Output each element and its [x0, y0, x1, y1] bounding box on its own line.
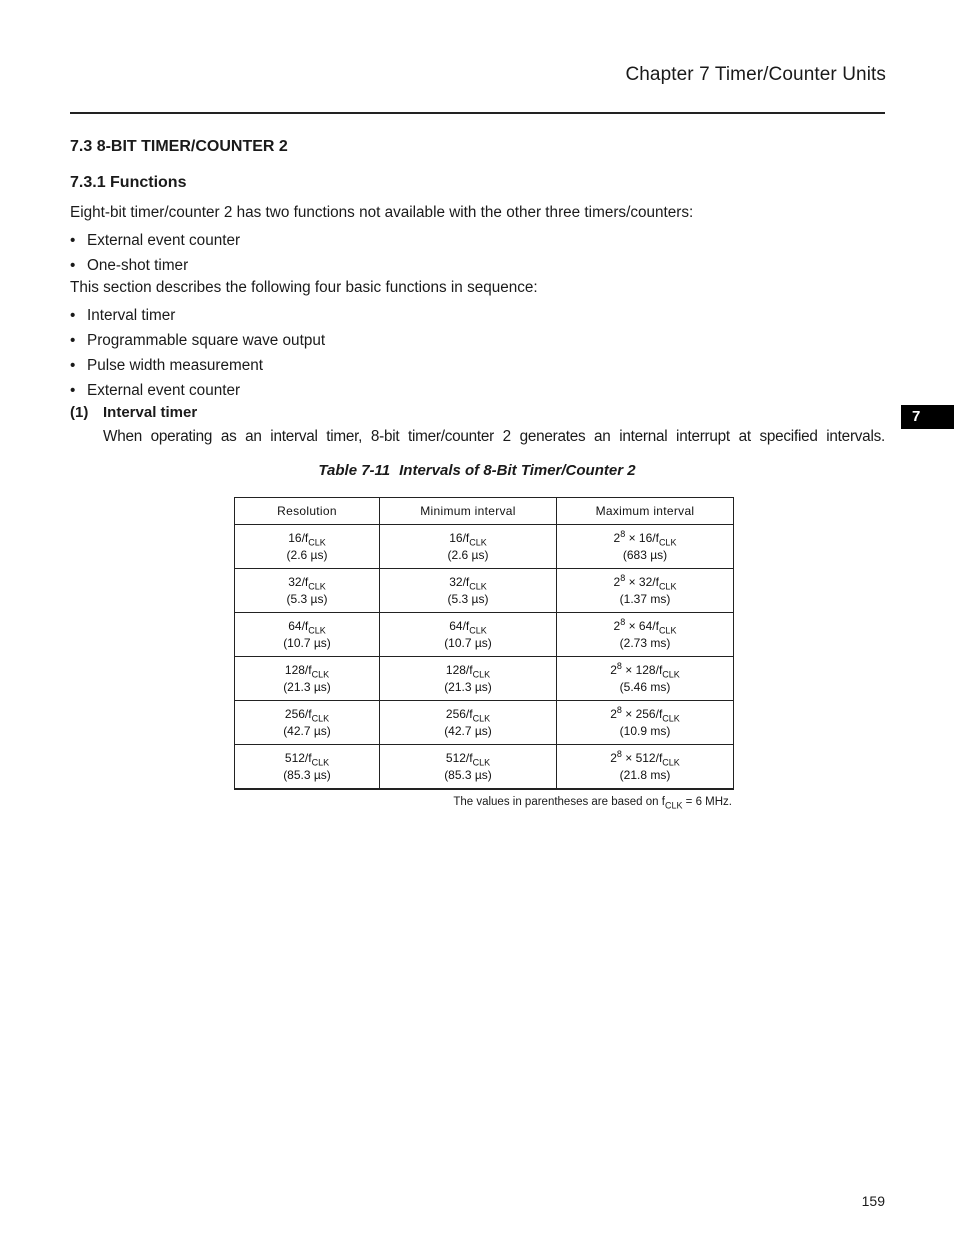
table-caption — [0, 462, 954, 479]
cell-minimum-interval: $64/f_{CLK}$ (10.7 µs) — [380, 613, 557, 657]
table-row — [235, 701, 734, 745]
table-note: The values in parentheses are based on $f_{CLK} = 6$ MHz. — [453, 796, 732, 811]
table-row — [235, 525, 734, 569]
bullet-icon: • — [70, 257, 76, 274]
list-item: • External event counter — [70, 232, 241, 249]
bullet-icon: • — [70, 382, 76, 399]
list-item: • Pulse width measurement — [70, 357, 263, 374]
list-item: • One-shot timer — [70, 257, 189, 274]
list-item: • Interval timer — [70, 307, 176, 324]
cell-minimum-interval: $256/f_{CLK}$ (42.7 µs) — [380, 701, 557, 745]
cell-minimum-interval: $16/f_{CLK}$ (2.6 µs) — [380, 525, 557, 569]
column-header-maximum-interval: Maximum interval — [557, 498, 734, 525]
table-row — [235, 745, 734, 790]
cell-maximum-interval: $2^8 \times 512/f_{CLK}$ (21.8 ms) — [557, 745, 734, 790]
bullet-icon: • — [70, 232, 76, 249]
item-description: When operating as an interval timer, 8-bit timer/counter 2 generates an internal interrupt at specified intervals. — [103, 428, 885, 445]
table-row — [235, 569, 734, 613]
column-header-resolution: Resolution — [235, 498, 380, 525]
header-rule — [70, 112, 885, 114]
item-number: (1) — [70, 404, 89, 421]
list-item: • External event counter — [70, 382, 241, 399]
table-row — [235, 657, 734, 701]
subsection-heading: 7.3.1 Functions — [70, 174, 187, 191]
table-header-row — [235, 498, 734, 525]
special-functions-list — [70, 231, 240, 281]
cell-minimum-interval: $512/f_{CLK}$ (85.3 µs) — [380, 745, 557, 790]
page-number: 159 — [861, 1193, 885, 1209]
list-item: • Programmable square wave output — [70, 332, 326, 349]
cell-resolution: $128/f_{CLK}$ (21.3 µs) — [235, 657, 380, 701]
cell-resolution: $512/f_{CLK}$ (85.3 µs) — [235, 745, 380, 790]
cell-maximum-interval: $2^8 \times 16/f_{CLK}$ (683 µs) — [557, 525, 734, 569]
cell-minimum-interval: $32/f_{CLK}$ (5.3 µs) — [380, 569, 557, 613]
intro-paragraph: Eight-bit timer/counter 2 has two functions not available with the other three timers/counters: — [70, 204, 694, 221]
cell-maximum-interval: $2^8 \times 32/f_{CLK}$ (1.37 ms) — [557, 569, 734, 613]
bullet-icon: • — [70, 357, 76, 374]
bullet-icon: • — [70, 307, 76, 324]
table-caption-title: Intervals of 8-Bit Timer/Counter 2 — [399, 462, 636, 479]
item-title: Interval timer — [103, 404, 198, 421]
cell-resolution: $32/f_{CLK}$ (5.3 µs) — [235, 569, 380, 613]
item-heading — [70, 404, 197, 421]
section-heading: 7.3 8-BIT TIMER/COUNTER 2 — [70, 138, 288, 155]
chapter-side-tab: 7 — [901, 405, 954, 429]
intervals-table — [234, 497, 734, 790]
cell-maximum-interval: $2^8 \times 128/f_{CLK}$ (5.46 ms) — [557, 657, 734, 701]
cell-maximum-interval: $2^8 \times 64/f_{CLK}$ (2.73 ms) — [557, 613, 734, 657]
basic-functions-list — [70, 306, 325, 406]
sequence-intro-paragraph: This section describes the following four basic functions in sequence: — [70, 279, 538, 296]
column-header-minimum-interval: Minimum interval — [380, 498, 557, 525]
cell-maximum-interval: $2^8 \times 256/f_{CLK}$ (10.9 ms) — [557, 701, 734, 745]
table-caption-label: Table 7-11 — [318, 462, 391, 479]
bullet-icon: • — [70, 332, 76, 349]
cell-resolution: $64/f_{CLK}$ (10.7 µs) — [235, 613, 380, 657]
cell-minimum-interval: $128/f_{CLK}$ (21.3 µs) — [380, 657, 557, 701]
cell-resolution: $16/f_{CLK}$ (2.6 µs) — [235, 525, 380, 569]
chapter-header-title: Chapter 7 Timer/Counter Units — [625, 64, 886, 85]
cell-resolution: $256/f_{CLK}$ (42.7 µs) — [235, 701, 380, 745]
table-row — [235, 613, 734, 657]
